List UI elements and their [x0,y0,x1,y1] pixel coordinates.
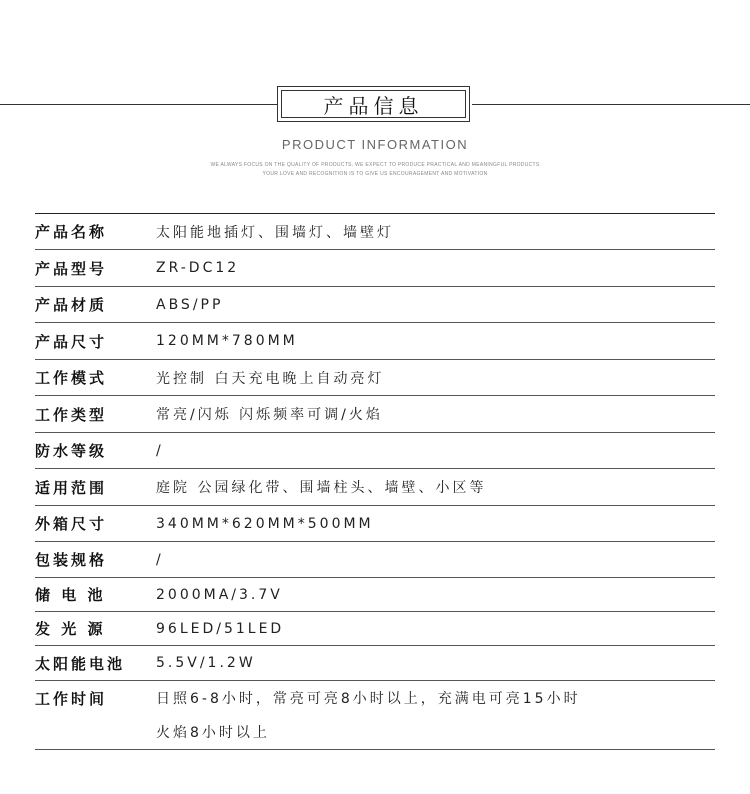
spec-label: 工作时间 [35,689,108,708]
spec-value: 常亮/闪烁 闪烁频率可调/火焰 [156,407,383,423]
spec-value: 120MM*780MM [156,333,298,349]
spec-label: 外箱尺寸 [35,515,108,533]
spec-row-packing [35,542,715,578]
tagline-line-2: YOUR LOVE AND RECOGNITION IS TO GIVE US ENCOURAGEMENT AND MOTIVATION [262,171,488,177]
spec-label: 储 电 池 [35,586,106,604]
spec-value: ZR-DC12 [156,260,240,276]
spec-table [35,213,715,750]
spec-value: 96LED/51LED [156,620,285,637]
title-frame [277,86,470,122]
header-rule-right [472,104,750,105]
spec-value: ABS/PP [156,296,224,313]
spec-value: 光控制 白天充电晚上自动亮灯 [156,370,385,387]
spec-label: 工作类型 [35,405,108,424]
spec-row-work-time [35,681,715,750]
spec-value-line-2: 火焰8小时以上 [156,725,270,741]
spec-row-material [35,287,715,323]
spec-value-line-1: 日照6-8小时，常亮可亮8小时以上，充满电可亮15小时 [156,691,581,707]
tagline-line-1: WE ALWAYS FOCUS ON THE QUALITY OF PRODUCTS, WE EXPECT TO PRODUCE PRACTICAL AND MEANINGFUL PRODUCTS [210,162,540,168]
spec-value: 庭院 公园绿化带、围墙柱头、墙壁、小区等 [156,480,487,496]
spec-row-carton [35,506,715,542]
spec-value: 340MM*620MM*500MM [156,515,374,532]
spec-label: 产品名称 [35,223,108,241]
spec-value: 5.5V/1.2W [156,655,256,671]
spec-label: 包装规格 [35,551,108,569]
spec-label: 工作模式 [35,369,108,387]
page-title: 产品信息 [281,90,466,118]
spec-label: 产品型号 [35,259,108,278]
spec-label: 产品材质 [35,296,108,314]
spec-row-size [35,323,715,360]
spec-value: 太阳能地插灯、围墙灯、墙壁灯 [156,224,394,241]
spec-row-name [35,214,715,250]
spec-value: / [156,442,164,459]
spec-row-scope [35,469,715,506]
spec-row-light-source [35,612,715,646]
page-subtitle: PRODUCT INFORMATION [281,137,469,152]
spec-row-mode [35,360,715,396]
spec-label: 太阳能电池 [35,654,126,673]
spec-label: 防水等级 [35,442,108,460]
spec-label: 适用范围 [35,478,108,497]
spec-value: 2000MA/3.7V [156,586,283,603]
spec-row-waterproof [35,433,715,469]
spec-value: / [156,551,164,568]
spec-row-type [35,396,715,433]
spec-row-solar-panel [35,646,715,681]
header-rule-left [0,104,277,105]
spec-row-battery [35,578,715,612]
spec-label: 发 光 源 [35,620,106,638]
spec-row-model [35,250,715,287]
spec-label: 产品尺寸 [35,332,108,351]
